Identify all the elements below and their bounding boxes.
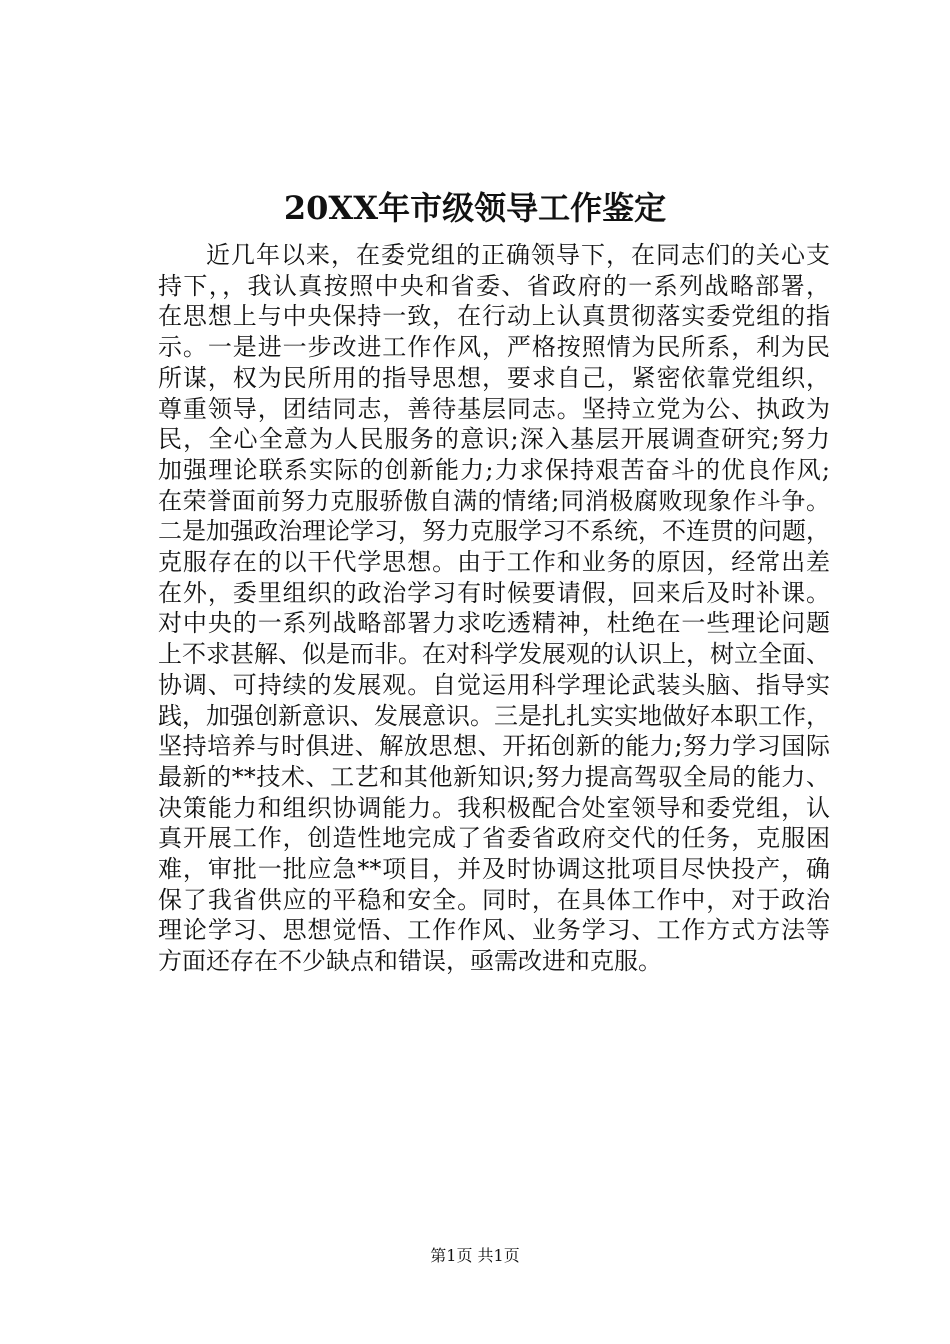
body-line: 在荣誉面前努力克服骄傲自满的情绪;同消极腐败现象作斗争。 — [158, 486, 830, 515]
document-body — [158, 240, 830, 977]
body-line: 践，加强创新意识、发展意识。三是扎扎实实地做好本职工作， — [158, 701, 830, 730]
body-line: 尊重领导，团结同志，善待基层同志。坚持立党为公、执政为 — [158, 394, 830, 423]
body-line: 在外，委里组织的政治学习有时候要请假，回来后及时补课。 — [158, 578, 830, 607]
body-line: 二是加强政治理论学习，努力克服学习不系统，不连贯的问题， — [158, 517, 830, 546]
body-line: 持下，，我认真按照中央和省委、省政府的一系列战略部署， — [158, 271, 830, 300]
body-line: 理论学习、思想觉悟、工作作风、业务学习、工作方式方法等 — [158, 916, 830, 945]
body-line: 近几年以来，在委党组的正确领导下，在同志们的关心支 — [206, 241, 830, 269]
page-footer: 第1页 共1页 — [430, 1246, 520, 1265]
body-line: 所谋，权为民所用的指导思想，要求自己，紧密依靠党组织， — [158, 363, 830, 392]
document-title: 20XX年市级领导工作鉴定 — [283, 189, 667, 227]
body-line: 保了我省供应的平稳和安全。同时，在具体工作中，对于政治 — [158, 885, 830, 914]
body-line: 坚持培养与时俱进、解放思想、开拓创新的能力;努力学习国际 — [158, 732, 830, 761]
body-line: 上不求甚解、似是而非。在对科学发展观的认识上，树立全面、 — [158, 640, 830, 669]
body-line: 加强理论联系实际的创新能力;力求保持艰苦奋斗的优良作风; — [158, 455, 830, 484]
body-line: 最新的**技术、工艺和其他新知识;努力提高驾驭全局的能力、 — [158, 762, 830, 791]
body-line: 决策能力和组织协调能力。我积极配合处室领导和委党组，认 — [158, 793, 830, 822]
body-line: 在思想上与中央保持一致，在行动上认真贯彻落实委党组的指 — [158, 302, 830, 331]
body-line: 真开展工作，创造性地完成了省委省政府交代的任务，克服困 — [158, 824, 830, 853]
body-line: 示。一是进一步改进工作作风，严格按照情为民所系，利为民 — [158, 333, 830, 362]
body-line: 民，全心全意为人民服务的意识;深入基层开展调查研究;努力 — [158, 425, 830, 454]
body-line: 克服存在的以干代学思想。由于工作和业务的原因，经常出差 — [158, 548, 830, 577]
body-line: 对中央的一系列战略部署力求吃透精神，杜绝在一些理论问题 — [158, 609, 830, 638]
body-line: 方面还存在不少缺点和错误，亟需改进和克服。 — [158, 947, 662, 976]
body-line: 难，审批一批应急**项目，并及时协调这批项目尽快投产，确 — [158, 855, 830, 884]
body-line: 协调、可持续的发展观。自觉运用科学理论武装头脑、指导实 — [158, 670, 830, 699]
